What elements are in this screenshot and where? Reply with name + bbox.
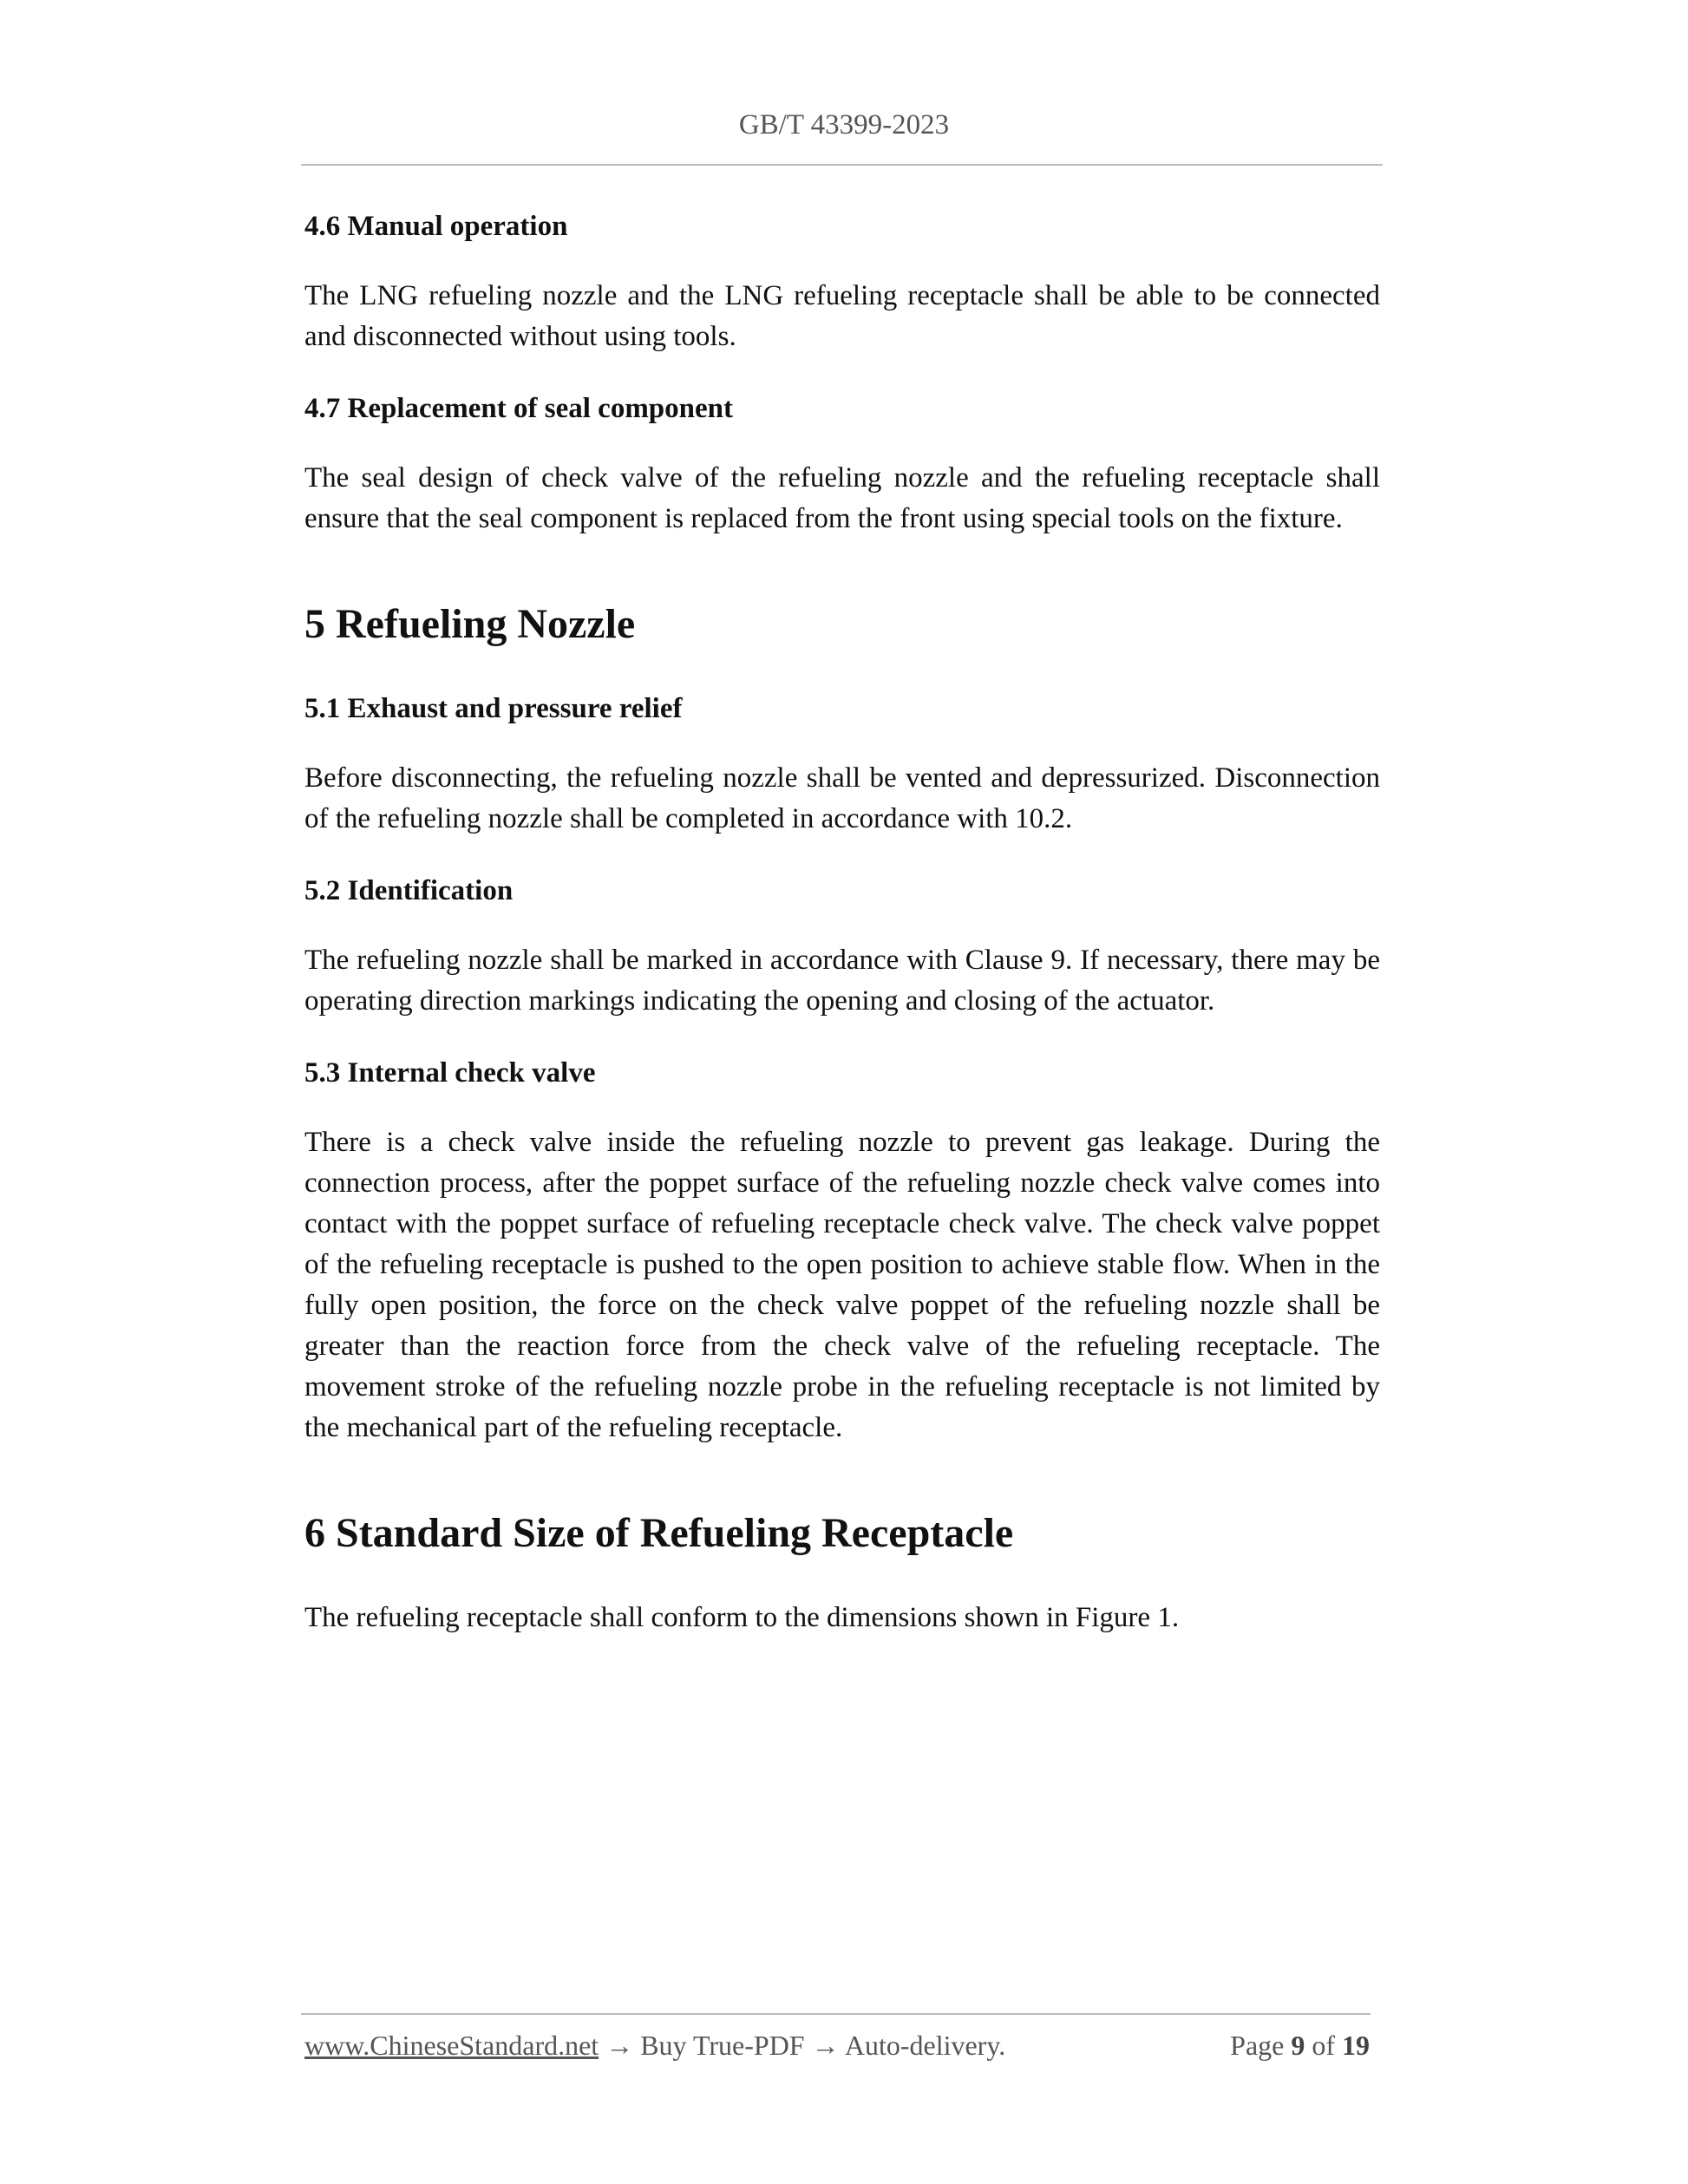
footer-promo xyxy=(304,2030,1005,2062)
footer-divider xyxy=(301,2013,1371,2015)
arrow-right-icon: → xyxy=(811,2030,840,2061)
page-header-doc-id: GB/T 43399-2023 xyxy=(738,109,950,141)
page-label: Page xyxy=(1230,2030,1285,2061)
section-heading-5-3: 5.3 Internal check valve xyxy=(304,1057,596,1089)
section-heading-4-6: 4.6 Manual operation xyxy=(304,211,568,242)
section-text-4-6: The LNG refueling nozzle and the LNG refueling receptacle shall be able to be connected and disconnected without using tools. xyxy=(304,280,1380,352)
website-link[interactable]: www.ChineseStandard.net xyxy=(304,2030,599,2061)
section-heading-4-7: 4.7 Replacement of seal component xyxy=(304,393,734,424)
section-heading-5: 5 Refueling Nozzle xyxy=(304,601,636,647)
section-text-5-3: There is a check valve inside the refueling nozzle to prevent gas leakage. During the connection process, after the poppet surface of the refueling nozzle check valve comes into contact with the poppet surface of refueling receptacle check valve. The check valve poppet of the refueling receptacle is pushed to the open position to achieve stable flow. When in the fully open position, the force on the check valve poppet of the refueling nozzle shall be greater than the reaction force from the check valve of the refueling receptacle. The movement stroke of the refueling nozzle probe in the refueling receptacle is not limited by the mechanical part of the refueling receptacle. xyxy=(304,1127,1380,1443)
document-body xyxy=(304,206,1380,1638)
section-text-4-7: The seal design of check valve of the refueling nozzle and the refueling receptacle shall ensure that the seal component is replaced from the front using special tools on the fixture. xyxy=(304,462,1380,534)
auto-delivery-text: Auto-delivery. xyxy=(844,2030,1006,2061)
page-current: 9 xyxy=(1291,2030,1305,2061)
page-of: of xyxy=(1312,2030,1335,2061)
section-text-5-2: The refueling nozzle shall be marked in accordance with Clause 9. If necessary, there may be operating direction markings indicating the opening and closing of the actuator. xyxy=(304,945,1380,1017)
section-heading-6: 6 Standard Size of Refueling Receptacle xyxy=(304,1510,1014,1556)
section-heading-5-1: 5.1 Exhaust and pressure relief xyxy=(304,693,683,724)
section-heading-5-2: 5.2 Identification xyxy=(304,875,514,906)
buy-pdf-text: Buy True-PDF xyxy=(640,2030,805,2061)
page-total: 19 xyxy=(1342,2030,1370,2061)
section-text-5-1: Before disconnecting, the refueling nozzle shall be vented and depressurized. Disconnection of the refueling nozzle shall be completed in accordance with 10.2. xyxy=(304,762,1380,834)
header-divider xyxy=(301,164,1383,166)
arrow-right-icon: → xyxy=(605,2030,634,2061)
section-text-6: The refueling receptacle shall conform to the dimensions shown in Figure 1. xyxy=(304,1602,1180,1633)
page-number xyxy=(1230,2030,1370,2062)
